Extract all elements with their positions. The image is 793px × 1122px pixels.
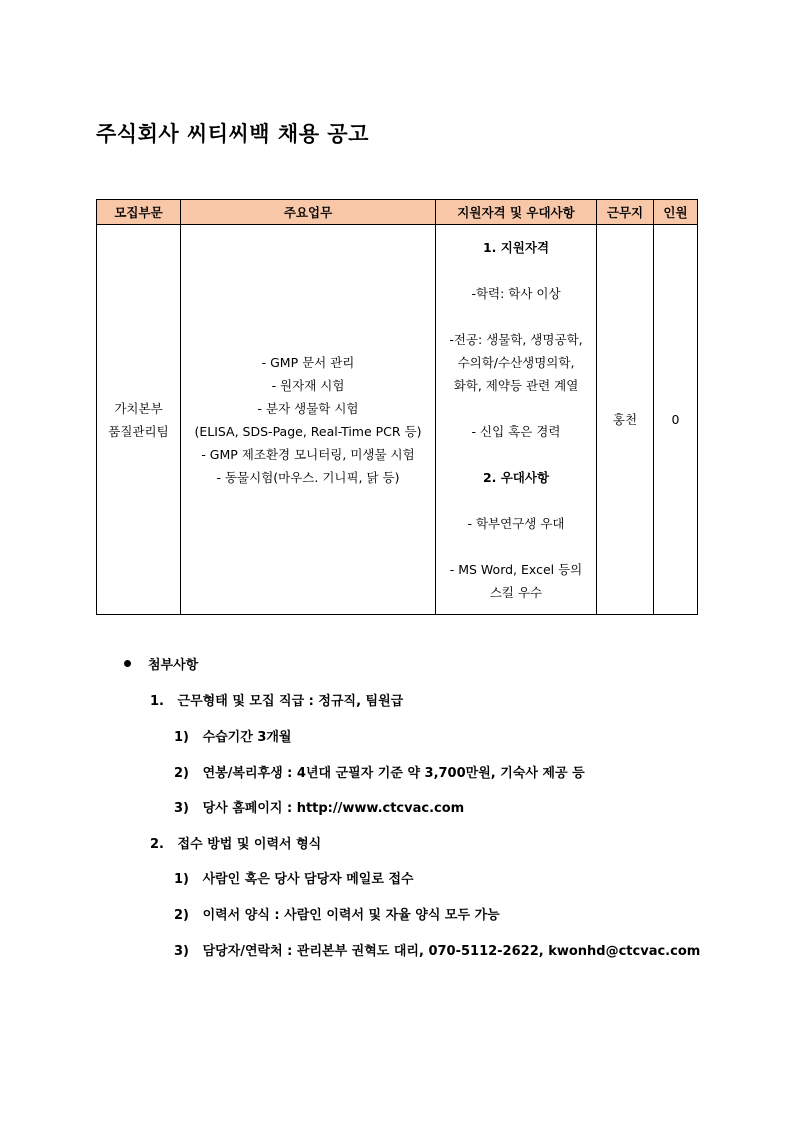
qualification-line [436,305,596,328]
list-item: 1) 사람인 혹은 당사 담당자 메일로 접수 [174,872,414,887]
header-duties: 주요업무 [181,200,436,225]
attachments-heading: 첨부사항 [148,658,199,673]
duty-item: (ELISA, SDS-Page, Real-Time PCR 등) [194,423,422,439]
headcount-cell: 0 [654,225,698,615]
qualification-line: -전공: 생물학, 생명공학, [449,331,583,347]
location-cell: 홍천 [597,225,654,615]
attachments-heading-row [124,654,198,673]
duty-item: - 분자 생물학 시험 [257,400,359,416]
preference-heading: 2. 우대사항 [482,469,550,485]
table-row [97,225,698,615]
header-department: 모집부문 [97,200,181,225]
qualification-line: - MS Word, Excel 등의 [449,561,583,577]
qualification-line [436,443,596,466]
header-qualifications: 지원자격 및 우대사항 [436,200,597,225]
section-title: 1. 근무형태 및 모집 직급 : 정규직, 팀원급 [150,694,404,709]
section-title: 2. 접수 방법 및 이력서 형식 [150,837,322,852]
qualification-line: 화학, 제약등 관련 계열 [453,377,579,393]
qualification-line: -학력: 학사 이상 [471,285,561,301]
duty-item: - 원자재 시험 [271,377,345,393]
qualification-line: - 학부연구생 우대 [467,515,565,531]
department-line: 가치본부 [114,400,163,416]
list-item: 2) 이력서 양식 : 사람인 이력서 및 자율 양식 모두 가능 [174,908,500,923]
duty-item: - GMP 제조환경 모니터링, 미생물 시험 [201,446,415,462]
qualification-line [436,489,596,512]
list-item: 2) 연봉/복리후생 : 4년대 군필자 기준 약 3,700만원, 기숙사 제공 등 [174,766,585,781]
duty-item: - 동물시험(마우스. 기니픽, 닭 등) [216,469,400,485]
qualification-heading: 1. 지원자격 [482,239,550,255]
department-cell [97,225,181,615]
header-location: 근무지 [597,200,654,225]
qualification-line [436,397,596,420]
qualifications-cell [436,225,597,615]
job-table [96,199,698,615]
header-headcount: 인원 [654,200,698,225]
table-header-row [97,200,698,225]
list-item: 3) 당사 홈페이지 : http://www.ctcvac.com [174,801,465,816]
qualification-line: 수의학/수산생명의학, [457,354,575,370]
qualification-line: 스킬 우수 [489,584,543,600]
list-item: 3) 담당자/연락처 : 관리본부 권혁도 대리, 070-5112-2622, kwonhd@ctcvac.com [174,944,701,959]
list-item: 1) 수습기간 3개월 [174,730,292,745]
qualification-line [436,259,596,282]
qualification-line [436,535,596,558]
duty-item: - GMP 문서 관리 [261,354,355,370]
bullet-icon [124,660,131,667]
duties-cell [181,225,436,615]
department-line: 품질관리팀 [108,423,169,439]
page-title: 주식회사 씨티씨백 채용 공고 [96,122,369,146]
qualification-line: - 신입 혹은 경력 [471,423,561,439]
